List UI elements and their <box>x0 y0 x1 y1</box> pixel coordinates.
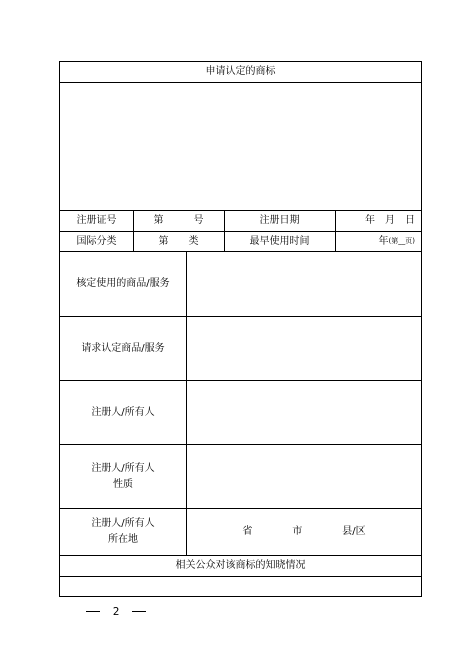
page-dash-left <box>86 611 100 612</box>
trademark-recognition-form <box>59 61 422 597</box>
registrant-label: 注册人/所有人 <box>91 406 155 418</box>
registrant-location-line1: 注册人/所有人 <box>91 518 155 529</box>
registration-number-label: 注册证号 <box>76 215 117 226</box>
registrant-location-line2: 所在地 <box>108 534 138 545</box>
registrant-location-label <box>60 509 186 555</box>
page-number-text: 2 <box>112 605 120 618</box>
first-use-page-note: (第__页) <box>388 236 415 245</box>
approved-goods-field[interactable] <box>187 252 421 316</box>
first-use-year: 年 <box>378 235 389 247</box>
registrant-nature-line1: 注册人/所有人 <box>91 462 155 474</box>
approved-goods-label: 核定使用的商品/服务 <box>76 278 170 289</box>
registrant-nature-label <box>60 445 186 508</box>
international-class-field[interactable]: 第 类 <box>158 235 199 247</box>
requested-goods-field[interactable] <box>187 317 421 380</box>
registration-date-label: 注册日期 <box>259 215 300 226</box>
trademark-image-area[interactable] <box>60 83 421 210</box>
page-number <box>86 605 146 618</box>
public-awareness-field[interactable] <box>60 577 421 596</box>
form-header-title: 申请认定的商标 <box>205 66 276 77</box>
registration-number-field[interactable]: 第 号 <box>153 215 204 226</box>
registrant-nature-field[interactable] <box>187 445 421 508</box>
international-class-label: 国际分类 <box>76 235 117 247</box>
requested-goods-label: 请求认定商品/服务 <box>81 342 165 354</box>
registrant-location-field[interactable]: 省 市 县/区 <box>242 526 366 537</box>
registrant-field[interactable] <box>187 381 421 444</box>
page-dash-right <box>132 611 146 612</box>
registration-date-field[interactable]: 年 月 日 <box>365 215 415 226</box>
first-use-date-label: 最早使用时间 <box>249 235 310 247</box>
first-use-date-field[interactable] <box>335 232 421 251</box>
public-awareness-title: 相关公众对该商标的知晓情况 <box>175 560 306 571</box>
registrant-nature-line2: 性质 <box>113 478 133 490</box>
